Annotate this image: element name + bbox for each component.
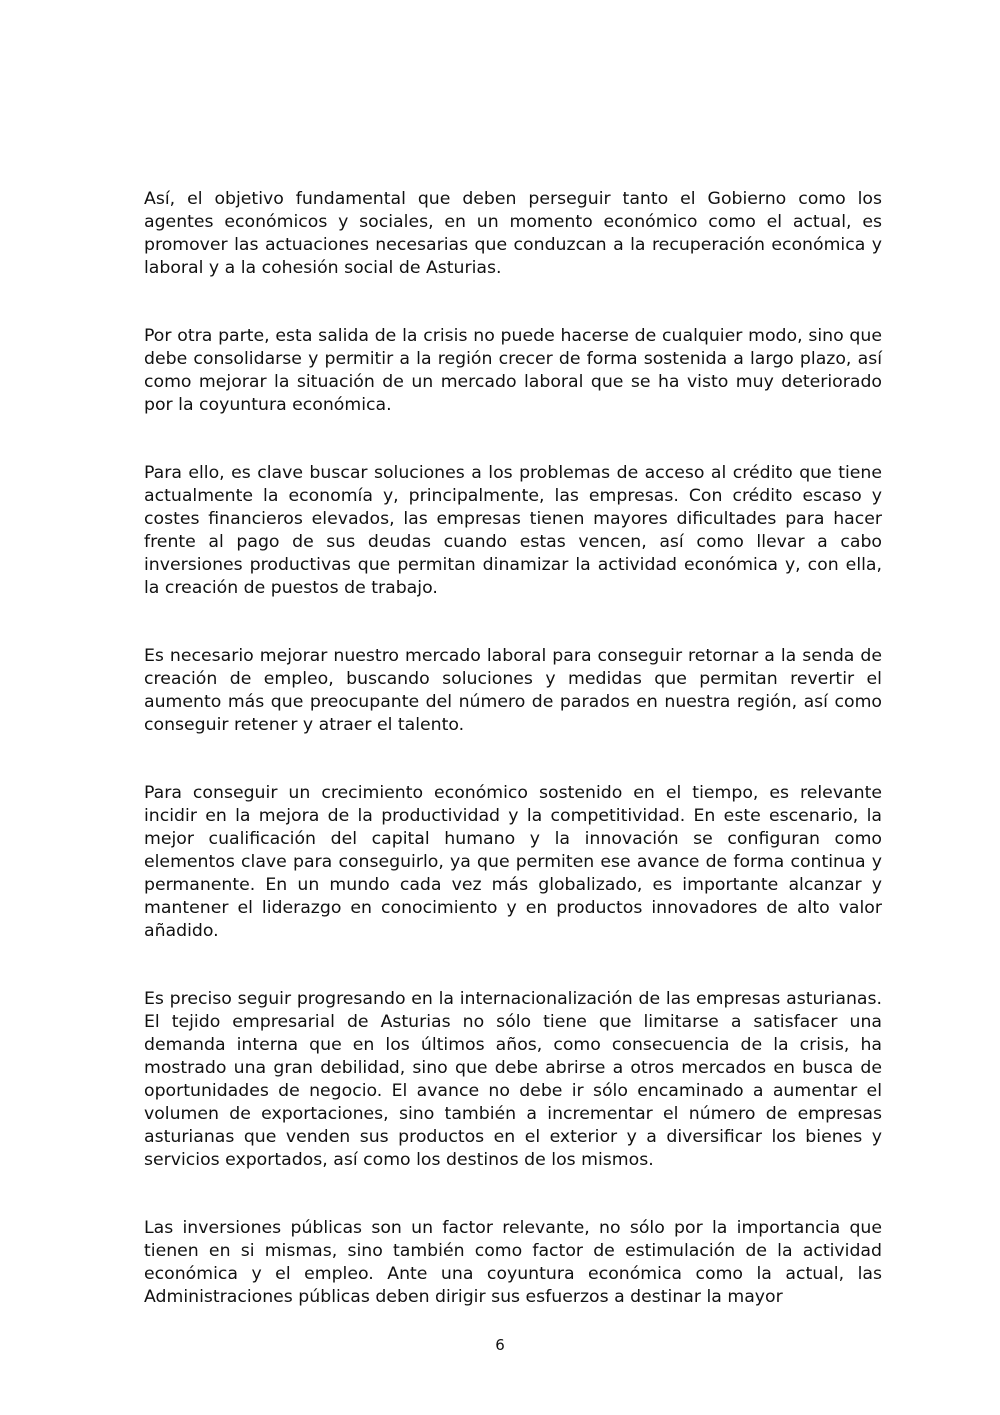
paragraph-6: Es preciso seguir progresando en la internacionalización de las empresas asturianas. El tejido empresarial de Asturias no sólo tiene que limitarse a satisfacer una demanda interna que en los últimos años, como consecuencia de la crisis, ha mostrado una gran debilidad, sino que debe abrirse a otros mercados en busca de oportunidades de negocio. El avance no debe ir sólo encaminado a aumentar el volumen de exportaciones, sino también a incrementar el número de empresas asturianas que venden sus productos en el exterior y a diversificar los bienes y servicios exportados, así como los destinos de los mismos. (144, 989, 882, 1170)
paragraph-2: Por otra parte, esta salida de la crisis no puede hacerse de cualquier modo, sino que debe consolidarse y permitir a la región crecer de forma sostenida a largo plazo, así como mejorar la situación de un mercado laboral que se ha visto muy deteriorado por la coyuntura económica. (144, 326, 882, 415)
page-number: 6 (495, 1336, 505, 1354)
paragraph-5: Para conseguir un crecimiento económico sostenido en el tiempo, es relevante incidir en la mejora de la productividad y la competitividad. En este escenario, la mejor cualificación del capital humano y la innovación se configuran como elementos clave para conseguirlo, ya que permiten ese avance de forma continua y permanente. En un mundo cada vez más globalizado, es importante alcanzar y mantener el liderazgo en conocimiento y en productos innovadores de alto valor añadido. (144, 783, 882, 941)
body-text (144, 188, 882, 1309)
paragraph-7: Las inversiones públicas son un factor relevante, no sólo por la importancia que tienen en si mismas, sino también como factor de estimulación de la actividad económica y el empleo. Ante una coyuntura económica como la actual, las Administraciones públicas deben dirigir sus esfuerzos a destinar la mayor (144, 1218, 882, 1307)
paragraph-4: Es necesario mejorar nuestro mercado laboral para conseguir retornar a la senda de creación de empleo, buscando soluciones y medidas que permitan revertir el aumento más que preocupante del número de parados en nuestra región, así como conseguir retener y atraer el talento. (144, 646, 882, 735)
paragraph-1: Así, el objetivo fundamental que deben perseguir tanto el Gobierno como los agentes económicos y sociales, en un momento económico como el actual, es promover las actuaciones necesarias que conduzcan a la recuperación económica y laboral y a la cohesión social de Asturias. (144, 189, 882, 278)
paragraph-3: Para ello, es clave buscar soluciones a los problemas de acceso al crédito que tiene actualmente la economía y, principalmente, las empresas. Con crédito escaso y costes financieros elevados, las empresas tienen mayores dificultades para hacer frente al pago de sus deudas cuando estas vencen, así como llevar a cabo inversiones productivas que permitan dinamizar la actividad económica y, con ella, la creación de puestos de trabajo. (144, 463, 882, 598)
